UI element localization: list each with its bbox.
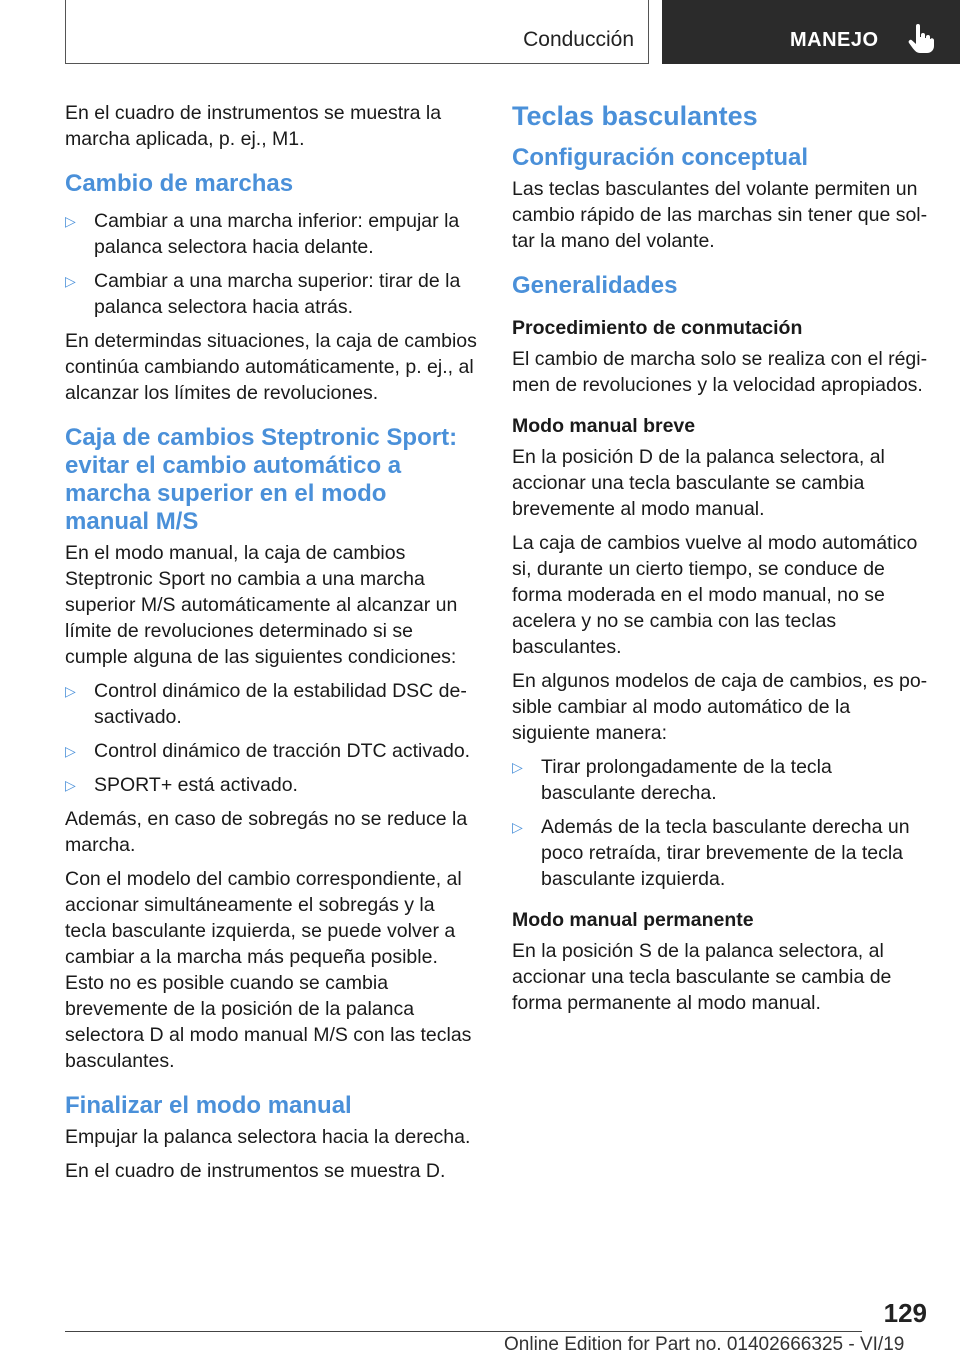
paragraph: En algunos modelos de caja de cambios, es posible cambiar al modo automático de la siguiente manera: [512,670,928,744]
paragraph: En la posición S de la palanca selectora, al accionar una tecla basculante se cambia de forma permanente al modo manual. [512,940,892,1014]
paragraph: Las teclas basculantes del volante permiten un cambio rápido de las marchas sin tener que soltar la mano del volante. [512,178,928,252]
footer-divider [65,1331,862,1332]
triangle-bullet-icon: ▷ [65,683,76,699]
heading-generalidades: Generalidades [512,272,678,299]
triangle-bullet-icon: ▷ [65,273,76,289]
paragraph: Además, en caso de sobregás no se reduce la marcha. [65,808,468,856]
paragraph: La caja de cambios vuelve al modo automático si, durante un cierto tiempo, se conduce de forma moderada en el modo manual, no se acelera y no se cambia con las teclas basculantes. [512,532,918,658]
triangle-bullet-icon: ▷ [512,759,523,775]
paragraph: En determindas situaciones, la caja de cambios continúa cambiando automáticamente, p. ej., al alcanzar los límites de revoluciones. [65,330,477,404]
intro-paragraph: En el cuadro de instrumentos se muestra la marcha aplicada, p. ej., M1. [65,102,442,150]
heading-modo-manual-breve: Modo manual breve [512,415,696,437]
triangle-bullet-icon: ▷ [65,743,76,759]
paragraph: En la posición D de la palanca selectora, al accionar una tecla basculante se cambia brevemente al modo manual. [512,446,885,520]
page-number: 129 [883,1298,927,1328]
triangle-bullet-icon: ▷ [512,819,523,835]
footer-edition-text: Online Edition for Part no. 01402666325 - VI/19 [504,1334,905,1355]
list-item: ▷ Control dinámico de la estabilidad DSC desactivado. [65,680,467,728]
list-item: ▷ Además de la tecla basculante derecha un poco retraída, tirar brevemente de la tecla basculante izquierda. [512,816,910,890]
triangle-bullet-icon: ▷ [65,777,76,793]
heading-procedimiento: Procedimiento de conmutación [512,317,803,339]
heading-configuracion: Configuración conceptual [512,144,809,171]
cambio-list [65,208,477,320]
header-chapter-tab [662,0,960,64]
heading-modo-manual-permanente: Modo manual permanente [512,909,754,931]
list-item: ▷ Control dinámico de tracción DTC activado. [65,740,471,762]
modo-automatico-list [512,754,928,892]
section-label: Conducción [523,28,634,51]
heading-teclas-basculantes: Teclas basculantes [512,101,758,131]
paragraph: El cambio de marcha solo se realiza con el régimen de revoluciones y la velocidad apropiados. [512,348,928,396]
paragraph: En el cuadro de instrumentos se muestra D. [65,1160,446,1182]
left-column [65,100,477,1192]
chapter-label: MANEJO [790,29,879,51]
heading-cambio-marchas: Cambio de marchas [65,170,294,197]
list-item: ▷ Cambiar a una marcha superior: tirar de la palanca selectora hacia atrás. [65,270,461,318]
paragraph: Con el modelo del cambio correspondiente, al accionar simultáneamente el sobregás y la tecla basculante izquierda, se puede volver a cambiar a la marcha más pequeña posible. Esto no es posible cuando se cambia brevemente de la posición de la palanca selectora D al modo manual M/S con las teclas basculantes. [65,868,472,1072]
condiciones-list [65,678,477,798]
list-item: ▷ Cambiar a una marcha inferior: empujar la palanca selectora hacia delante. [65,210,460,258]
list-item: ▷ SPORT+ está activado. [65,774,298,796]
heading-caja-steptronic: Caja de cambios Steptronic Sport: evitar el cambio automático a marcha superior en el modo manual M/S [65,424,458,535]
hand-pointer-icon [908,24,934,54]
paragraph: Empujar la palanca selectora hacia la derecha. [65,1126,471,1148]
paragraph: En el modo manual, la caja de cambios Steptronic Sport no cambia a una marcha superior M/S automáticamente al alcanzar un límite de revoluciones determinado si se cumple alguna de las siguientes condiciones: [65,542,458,668]
right-column [512,100,928,1024]
triangle-bullet-icon: ▷ [65,213,76,229]
heading-finalizar-modo-manual: Finalizar el modo manual [65,1092,352,1119]
header-section-tab [65,0,649,64]
list-item: ▷ Tirar prolongadamente de la tecla basculante derecha. [512,756,832,804]
